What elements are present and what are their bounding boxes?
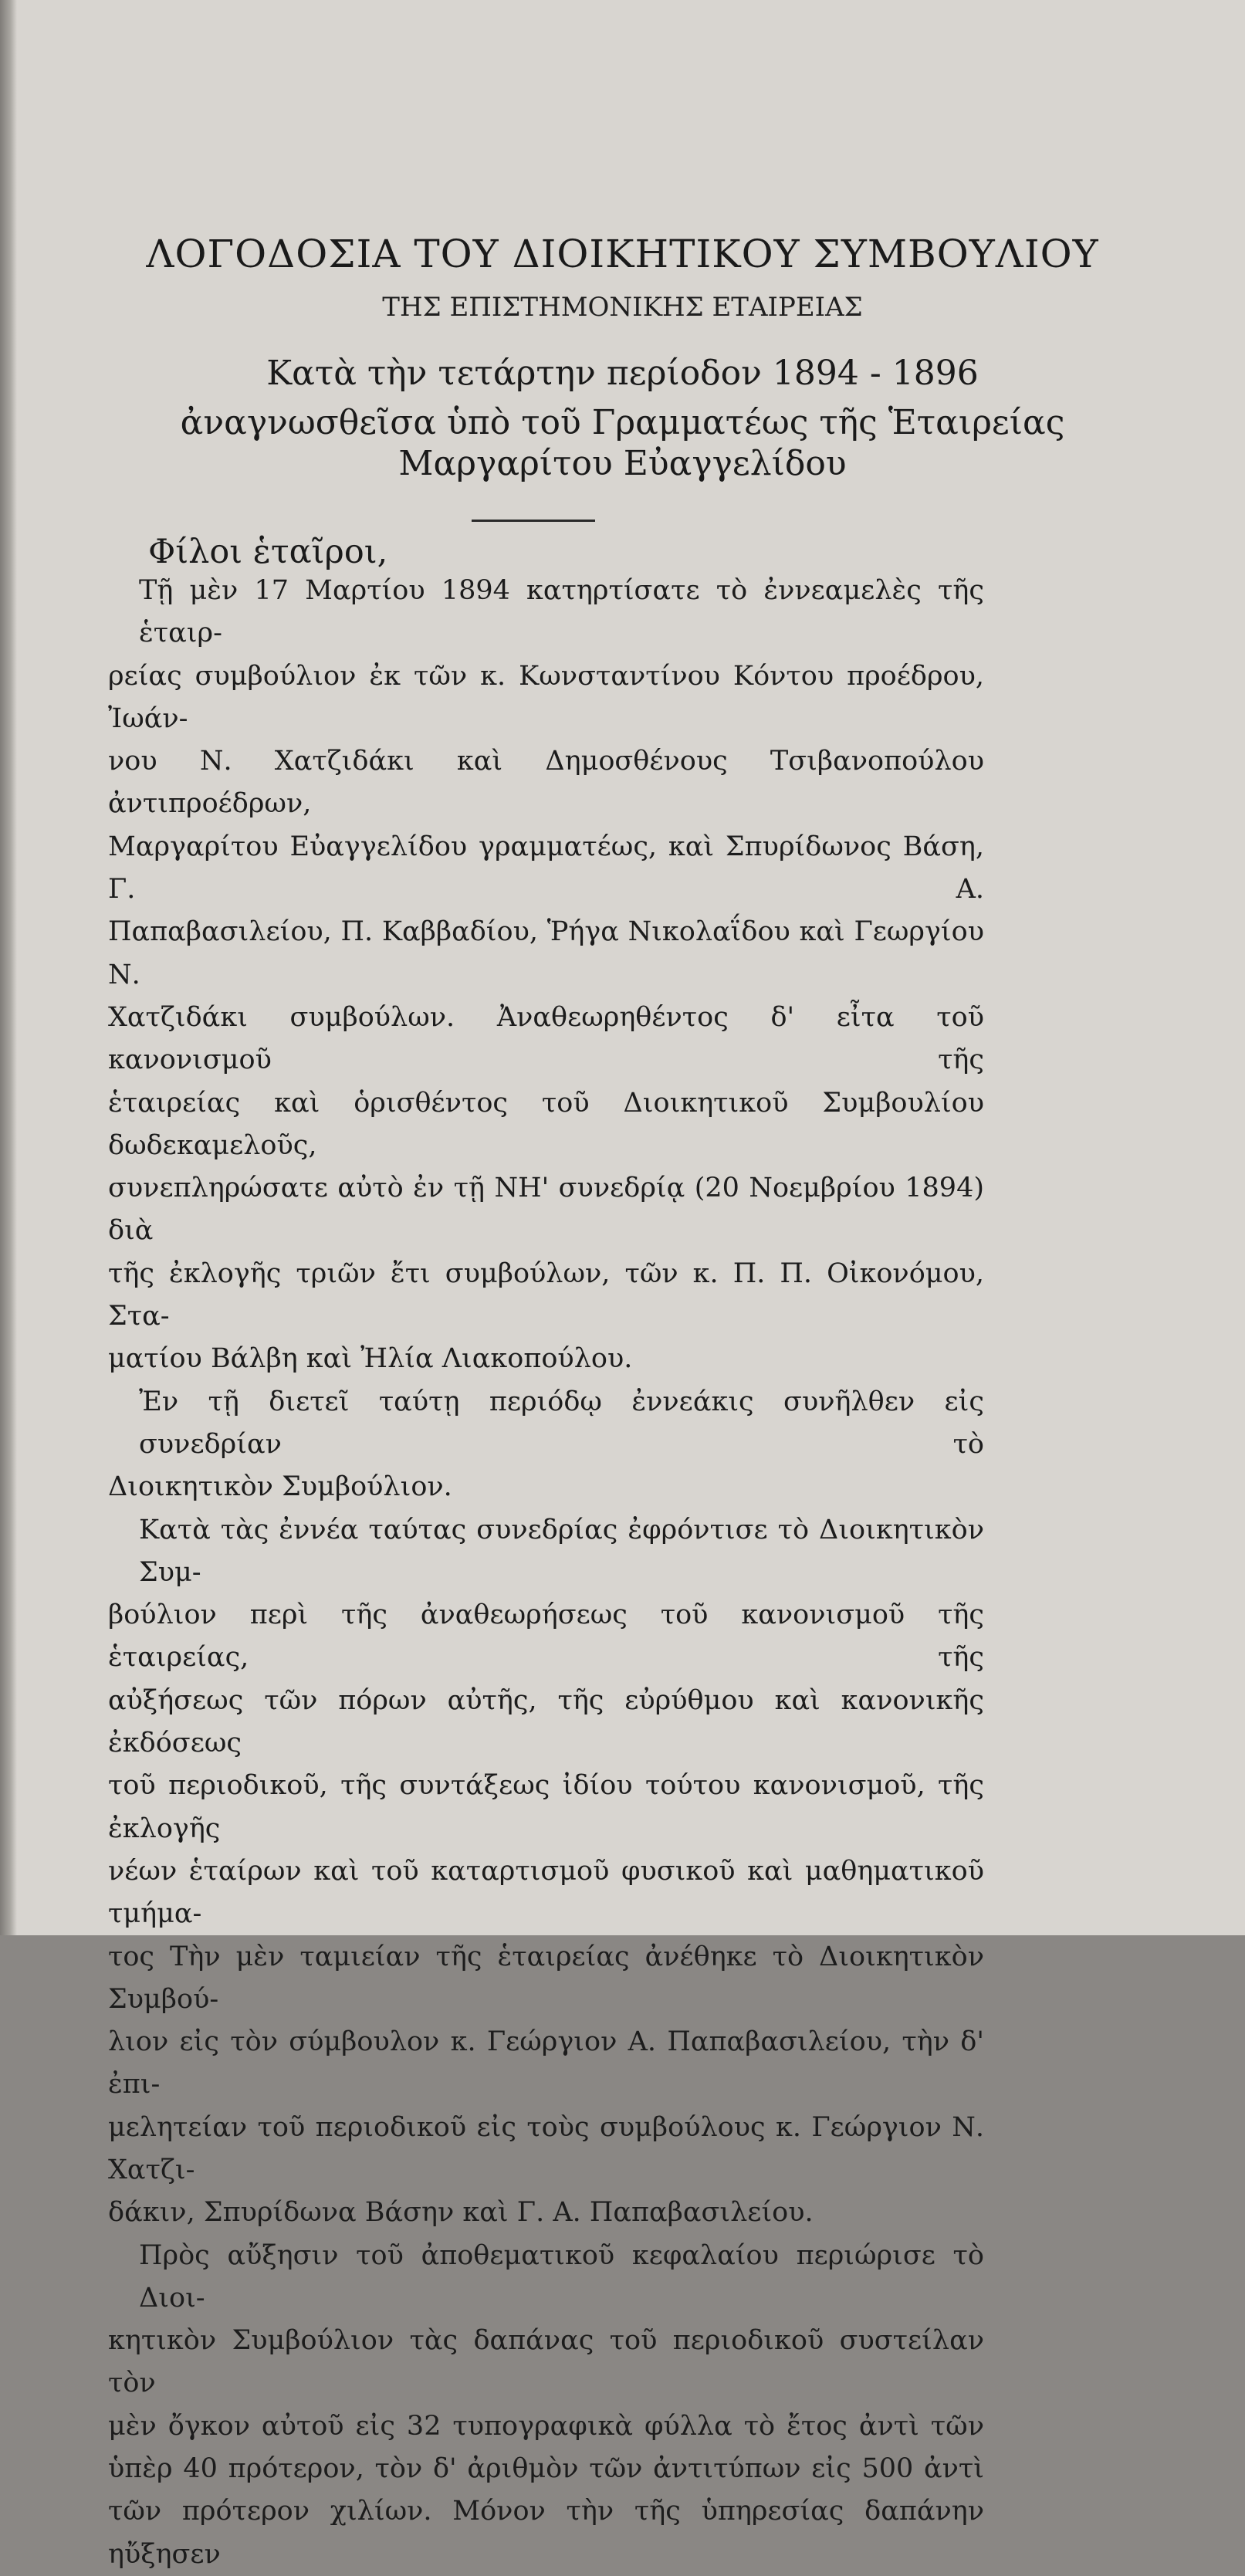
text-line: μὲν ὄγκον αὐτοῦ εἰς 32 τυπογραφικὰ φύλλα τὸ ἔτος ἀντὶ τῶν xyxy=(108,2410,984,2442)
text-line: αὐξήσεως τῶν πόρων αὐτῆς, τῆς εὐρύθμου καὶ κανονικῆς ἐκδόσεως xyxy=(108,1684,984,1759)
text-line: Χατζιδάκι συμβούλων. Ἀναθεωρηθέντος δ' εἶτα τοῦ κανονισμοῦ τῆς xyxy=(108,1001,984,1076)
text-line: ἑταιρείας καὶ ὁρισθέντος τοῦ Διοικητικοῦ Συμβουλίου δωδεκαμελοῦς, xyxy=(108,1087,984,1161)
text-line: Κατὰ τὰς ἐννέα ταύτας συνεδρίας ἐφρόντισε τὸ Διοικητικὸν Συμ- xyxy=(139,1514,984,1588)
text-line: νέων ἑταίρων καὶ τοῦ καταρτισμοῦ φυσικοῦ καὶ μαθηματικοῦ τμήμα- xyxy=(108,1855,984,1930)
text-line: τῆς ἐκλογῆς τριῶν ἔτι συμβούλων, τῶν κ. Π. Π. Οἰκονόμου, Στα- xyxy=(108,1258,984,1332)
text-line: κητικὸν Συμβούλιον τὰς δαπάνας τοῦ περιοδικοῦ συστείλαν τὸν xyxy=(108,2325,984,2399)
body-text xyxy=(108,570,984,2576)
separator-rule xyxy=(472,520,595,522)
text-line: ρείας συμβούλιον ἐκ τῶν κ. Κωνσταντίνου Κόντου προέδρου, Ἰωάν- xyxy=(108,660,984,734)
text-line: Πρὸς αὔξησιν τοῦ ἀποθεματικοῦ κεφαλαίου περιώρισε τὸ Διοι- xyxy=(139,2239,984,2314)
heading-read-by: ἀναγνωσθεῖσα ὑπὸ τοῦ Γραμματέως τῆς Ἑταιρείας xyxy=(180,403,1065,442)
document-subtitle: ΤΗΣ ΕΠΙΣΤΗΜΟΝΙΚΗΣ ΕΤΑΙΡΕΙΑΣ xyxy=(382,292,863,323)
text-line: Τῇ μὲν 17 Μαρτίου 1894 κατηρτίσατε τὸ ἐννεαμελὲς τῆς ἑταιρ- xyxy=(139,575,984,649)
text-line: ὑπὲρ 40 πρότερον, τὸν δ' ἀριθμὸν τῶν ἀντιτύπων εἰς 500 ἀντὶ xyxy=(108,2453,984,2485)
text-line: Μαργαρίτου Εὐαγγελίδου γραμματέως, καὶ Σπυρίδωνος Βάση, Γ. Α. xyxy=(108,831,984,905)
text-line: νου Ν. Χατζιδάκι καὶ Δημοσθένους Τσιβανοπούλου ἀντιπροέδρων, xyxy=(108,746,984,820)
text-line: ματίου Βάλβη καὶ Ἠλία Λιακοπούλου. xyxy=(108,1343,633,1375)
heading-author: Μαργαρίτου Εὐαγγελίδου xyxy=(398,444,847,483)
document-title: ΛΟΓΟΔΟΣΙΑ ΤΟΥ ΔΙΟΙΚΗΤΙΚΟΥ ΣΥΜΒΟΥΛΙΟΥ xyxy=(146,232,1099,276)
text-line: δάκιν, Σπυρίδωνα Βάσην καὶ Γ. Α. Παπαβασιλείου. xyxy=(108,2197,814,2229)
heading-period: Κατὰ τὴν τετάρτην περίοδον 1894 - 1896 xyxy=(266,354,979,393)
text-line: συνεπληρώσατε αὐτὸ ἐν τῇ ΝΗ' συνεδρίᾳ (20 Νοεμβρίου 1894) διὰ xyxy=(108,1173,984,1247)
text-line: Ἐν τῇ διετεῖ ταύτῃ περιόδῳ ἐννεάκις συνῆλθεν εἰς συνεδρίαν τὸ xyxy=(139,1386,984,1460)
text-line: βούλιον περὶ τῆς ἀναθεωρήσεως τοῦ κανονισμοῦ τῆς ἑταιρείας, τῆς xyxy=(108,1599,984,1674)
salutation: Φίλοι ἑταῖροι, xyxy=(148,533,388,571)
text-line: τῶν πρότερον χιλίων. Μόνον τὴν τῆς ὑπηρεσίας δαπάνην ηὔξησεν xyxy=(108,2496,984,2570)
text-line: μελητείαν τοῦ περιοδικοῦ εἰς τοὺς συμβούλους κ. Γεώργιον Ν. Χατζι- xyxy=(108,2111,984,2185)
text-line: τοῦ περιοδικοῦ, τῆς συντάξεως ἰδίου τούτου κανονισμοῦ, τῆς ἐκλογῆς xyxy=(108,1770,984,1844)
text-line: τος Τὴν μὲν ταμιείαν τῆς ἑταιρείας ἀνέθηκε τὸ Διοικητικὸν Συμβού- xyxy=(108,1941,984,2015)
text-line: λιον εἰς τὸν σύμβουλον κ. Γεώργιον Α. Παπαβασιλείου, τὴν δ' ἐπι- xyxy=(108,2026,984,2100)
text-line: Διοικητικὸν Συμβούλιον. xyxy=(108,1471,452,1503)
text-line: Παπαβασιλείου, Π. Καββαδίου, Ῥήγα Νικολαΐδου καὶ Γεωργίου Ν. xyxy=(108,916,984,990)
page-edge-shadow xyxy=(0,0,17,1935)
